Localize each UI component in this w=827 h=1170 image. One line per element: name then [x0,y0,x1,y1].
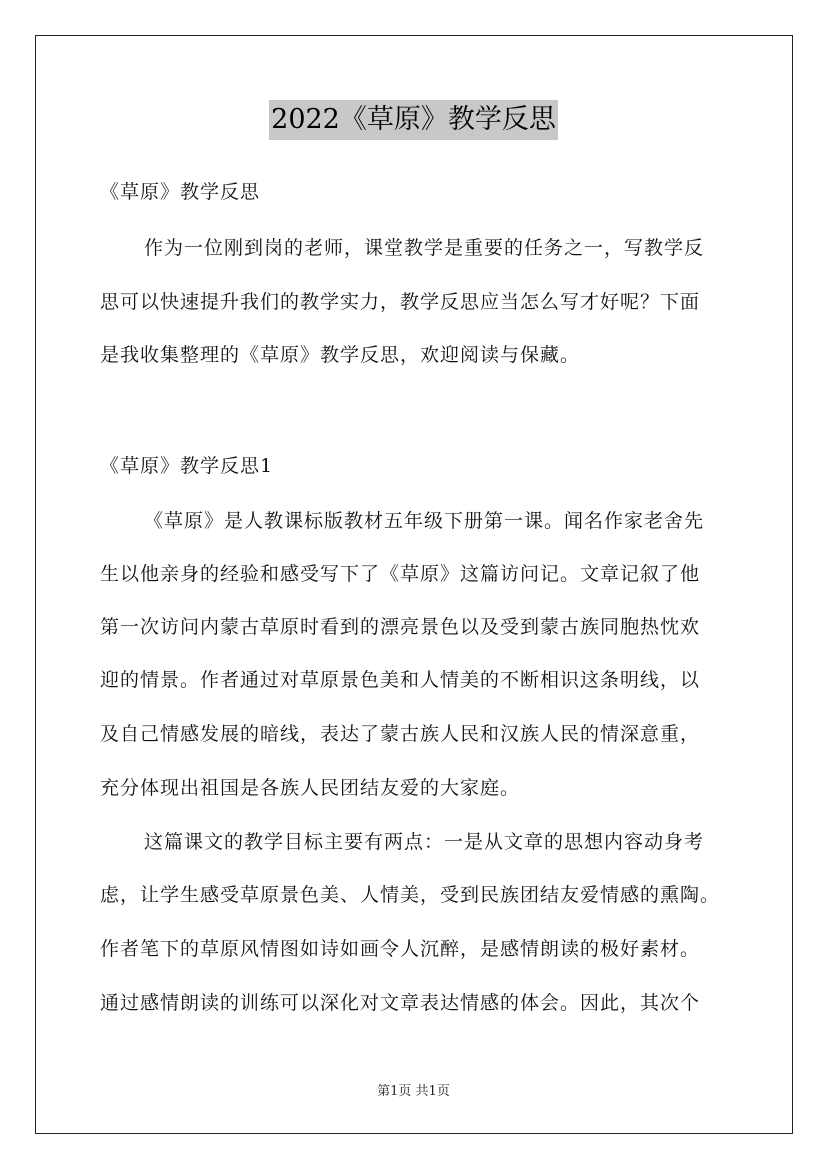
title-wrap [0,100,827,140]
page-footer: 第1页 共1页 [377,1084,450,1099]
section-heading: 《草原》教学反思1 [100,455,274,477]
document-title: 2022《草原》教学反思 [269,100,558,140]
paragraph-line: 通过感情朗读的训练可以深化对文章表达情感的体会。因此，其次个 [100,992,701,1014]
paragraph-line: 第一次访问内蒙古草原时看到的漂亮景色以及受到蒙古族同胞热忱欢 [100,616,701,638]
intro-line: 作为一位刚到岗的老师，课堂教学是重要的任务之一，写教学反 [144,237,705,259]
paragraph-line: 生以他亲身的经验和感受写下了《草原》这篇访问记。文章记叙了他 [100,563,701,585]
subheading: 《草原》教学反思 [100,181,261,203]
paragraph-line: 这篇课文的教学目标主要有两点：一是从文章的思想内容动身考 [144,831,705,853]
intro-line: 是我收集整理的《草原》教学反思，欢迎阅读与保藏。 [100,344,581,366]
paragraph-line: 《草原》是人教课标版教材五年级下册第一课。闻名作家老舍先 [144,510,705,532]
paragraph-line: 迎的情景。作者通过对草原景色美和人情美的不断相识这条明线，以 [100,669,701,691]
paragraph-line: 及自己情感发展的暗线，表达了蒙古族人民和汉族人民的情深意重， [100,723,701,745]
paragraph-line: 充分体现出祖国是各族人民团结友爱的大家庭。 [100,777,521,799]
intro-line: 思可以快速提升我们的教学实力，教学反思应当怎么写才好呢？下面 [100,291,701,313]
paragraph-line: 虑，让学生感受草原景色美、人情美，受到民族团结友爱情感的熏陶。 [100,884,721,906]
paragraph-line: 作者笔下的草原风情图如诗如画令人沉醉，是感情朗读的极好素材。 [100,938,701,960]
